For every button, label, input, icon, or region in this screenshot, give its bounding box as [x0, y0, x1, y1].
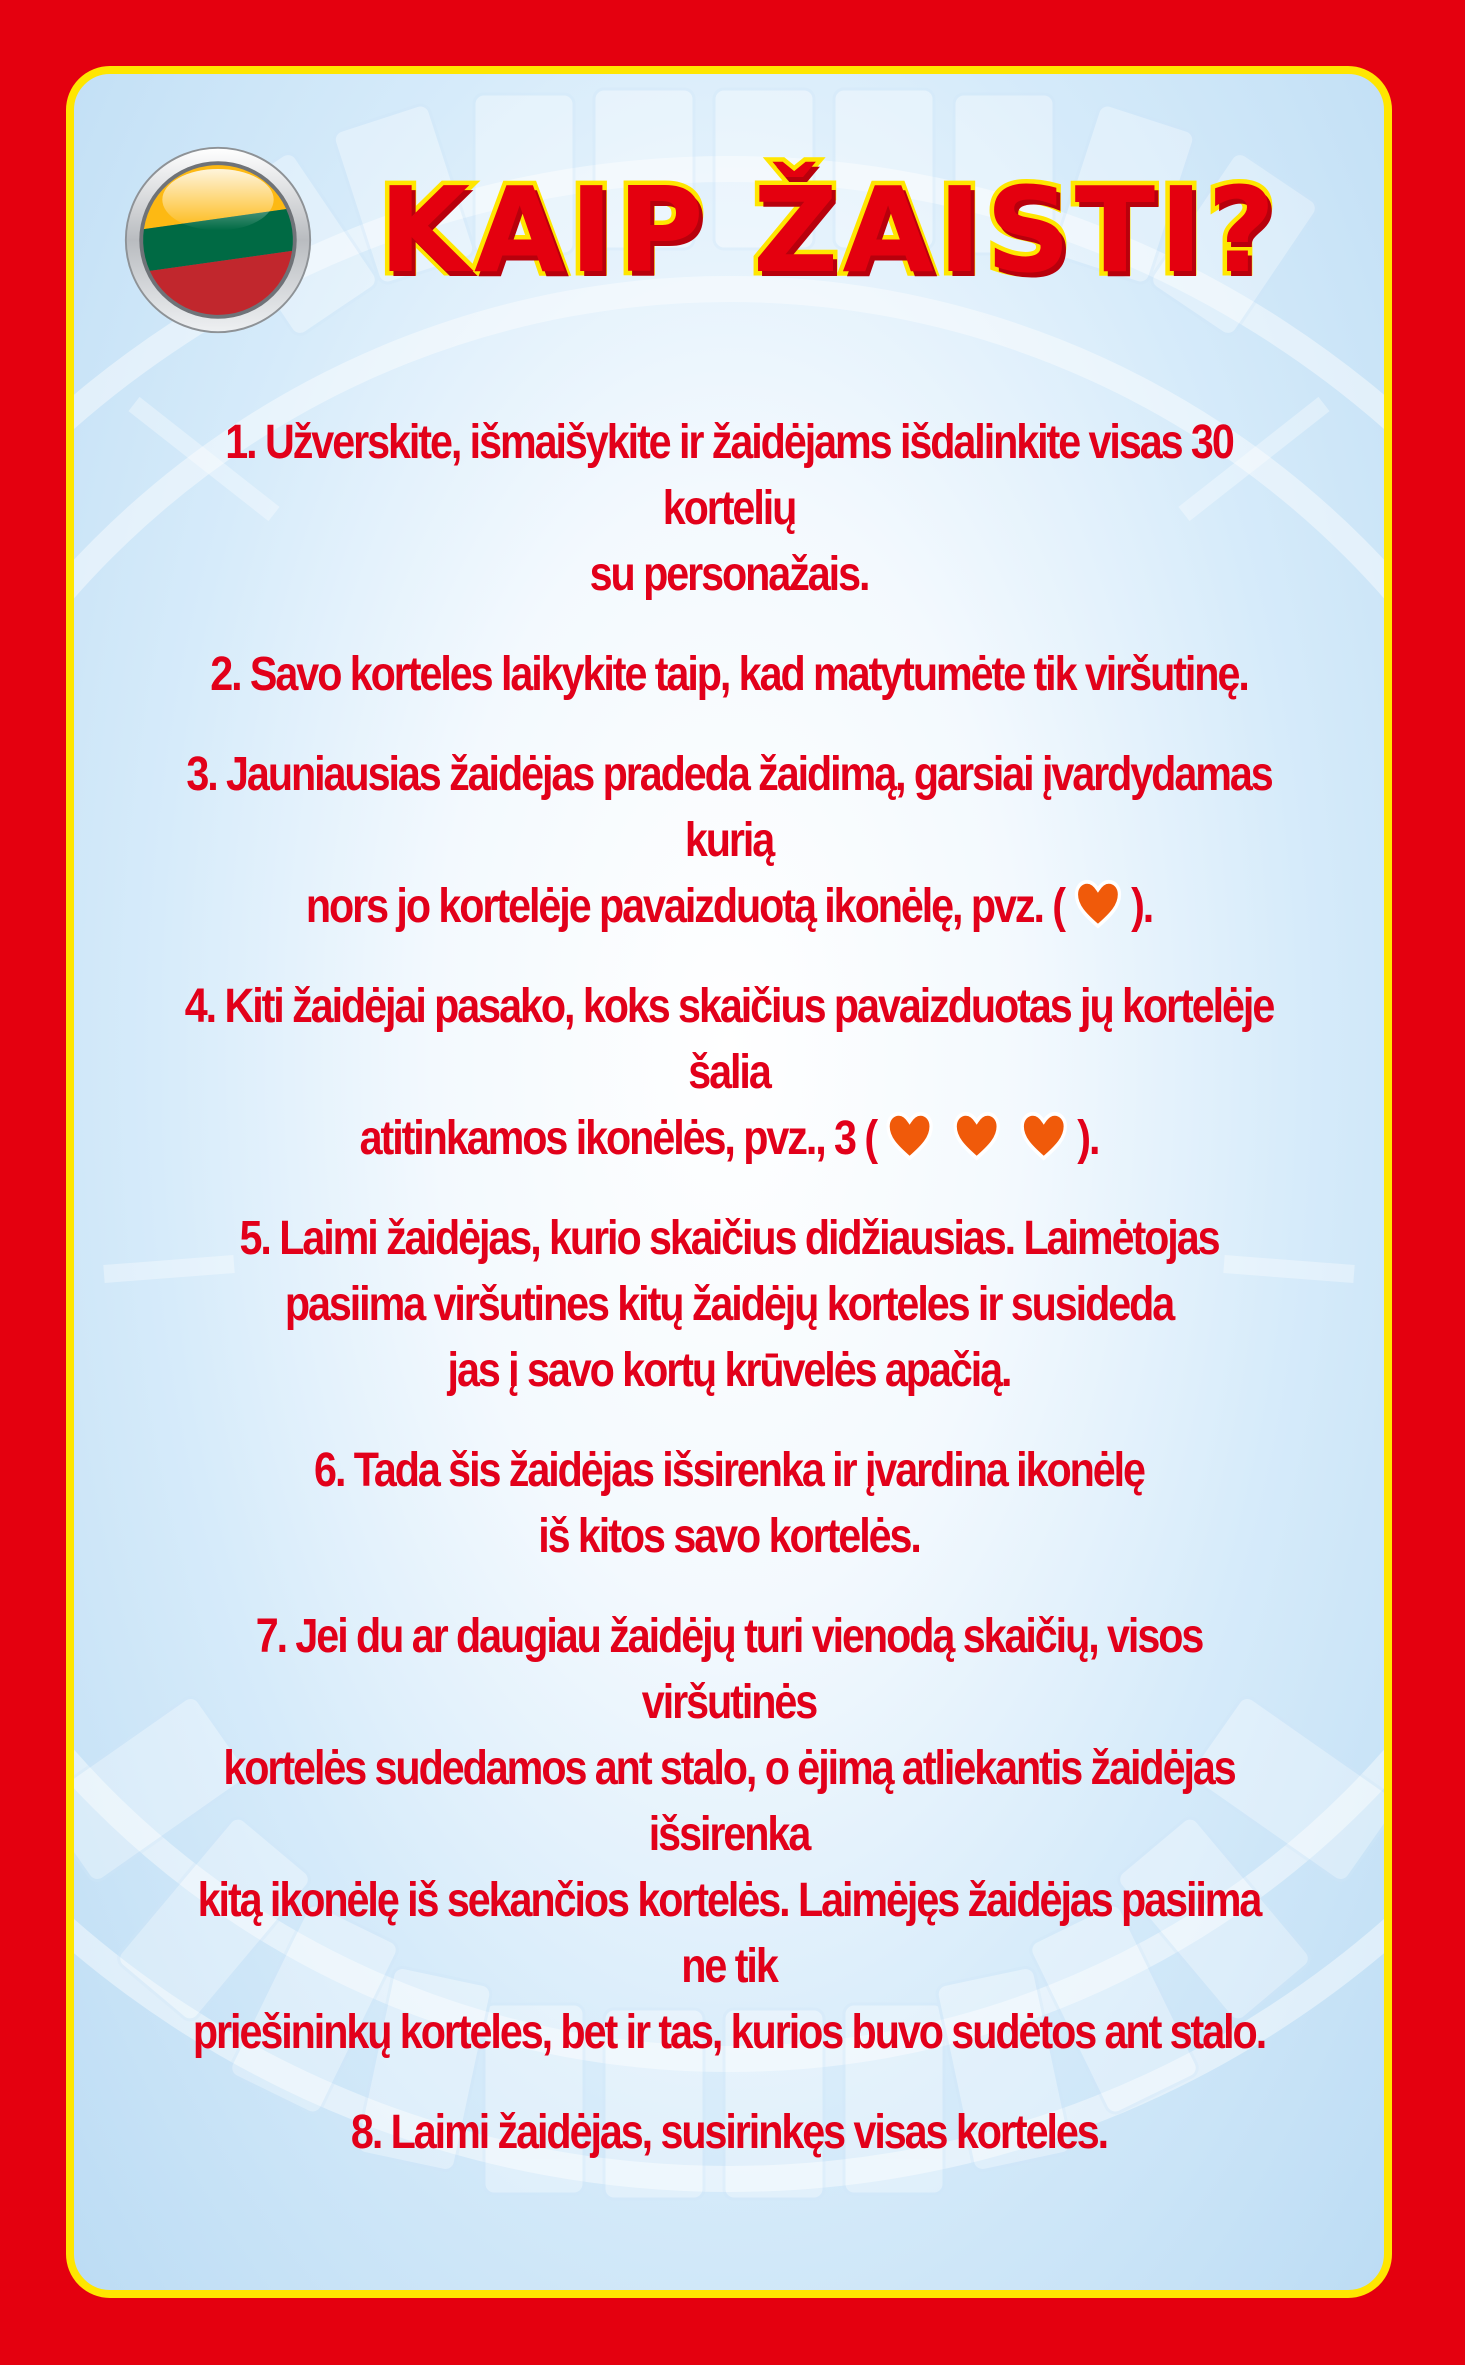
rule-3-text: 3. Jauniausias žaidėjas pradeda žaidimą, garsiai įvardydamas kurią nors jo kortelėje pavaizduotą ikonėlę, pvz. ( — [186, 748, 1272, 933]
rule-3 — [183, 742, 1275, 940]
rule-7: 7. Jei du ar daugiau žaidėjų turi vienodą skaičių, visos viršutinės kortelės sudedamos ant stalo, o ėjimą atliekantis žaidėjas išsirenka kitą ikonėlę iš sekančios kortelės. Laimėjęs žaidėjas pasiima ne tik priešininkų korteles, bet ir tas, kurios buvo sudėtos ant stalo. — [192, 1610, 1266, 2059]
rule-6: 6. Tada šis žaidėjas išsirenka ir įvardina ikonėlę iš kitos savo kortelės. — [314, 1444, 1144, 1563]
heart-icon — [1019, 1110, 1069, 1162]
page-title: KAIP ŽAISTI? — [378, 161, 1280, 299]
heart-icon — [1073, 878, 1123, 930]
rule-4 — [183, 974, 1275, 1172]
heart-icon — [885, 1110, 935, 1162]
rule-4-text-end: ). — [1077, 1112, 1099, 1165]
lithuania-flag-icon — [122, 144, 314, 336]
rule-8: 8. Laimi žaidėjas, susirinkęs visas korteles. — [350, 2106, 1108, 2159]
rule-2: 2. Savo korteles laikykite taip, kad matytumėte tik viršutinę. — [210, 648, 1248, 701]
rule-5: 5. Laimi žaidėjas, kurio skaičius didžiausias. Laimėtojas pasiima viršutines kitų žaidėjų korteles ir susideda jas į savo kortų krūvelės apačią. — [239, 1212, 1219, 1397]
rules-card — [66, 66, 1392, 2298]
rules-list — [94, 410, 1364, 2200]
heart-icon — [952, 1110, 1002, 1162]
rule-3-text-end: ). — [1131, 880, 1153, 933]
rule-1: 1. Užverskite, išmaišykite ir žaidėjams išdalinkite visas 30 kortelių su personažais. — [225, 416, 1233, 601]
rule-4-text: 4. Kiti žaidėjai pasako, koks skaičius pavaizduotas jų kortelėje šalia atitinkamos ikonėlės, pvz., 3 ( — [184, 980, 1274, 1165]
